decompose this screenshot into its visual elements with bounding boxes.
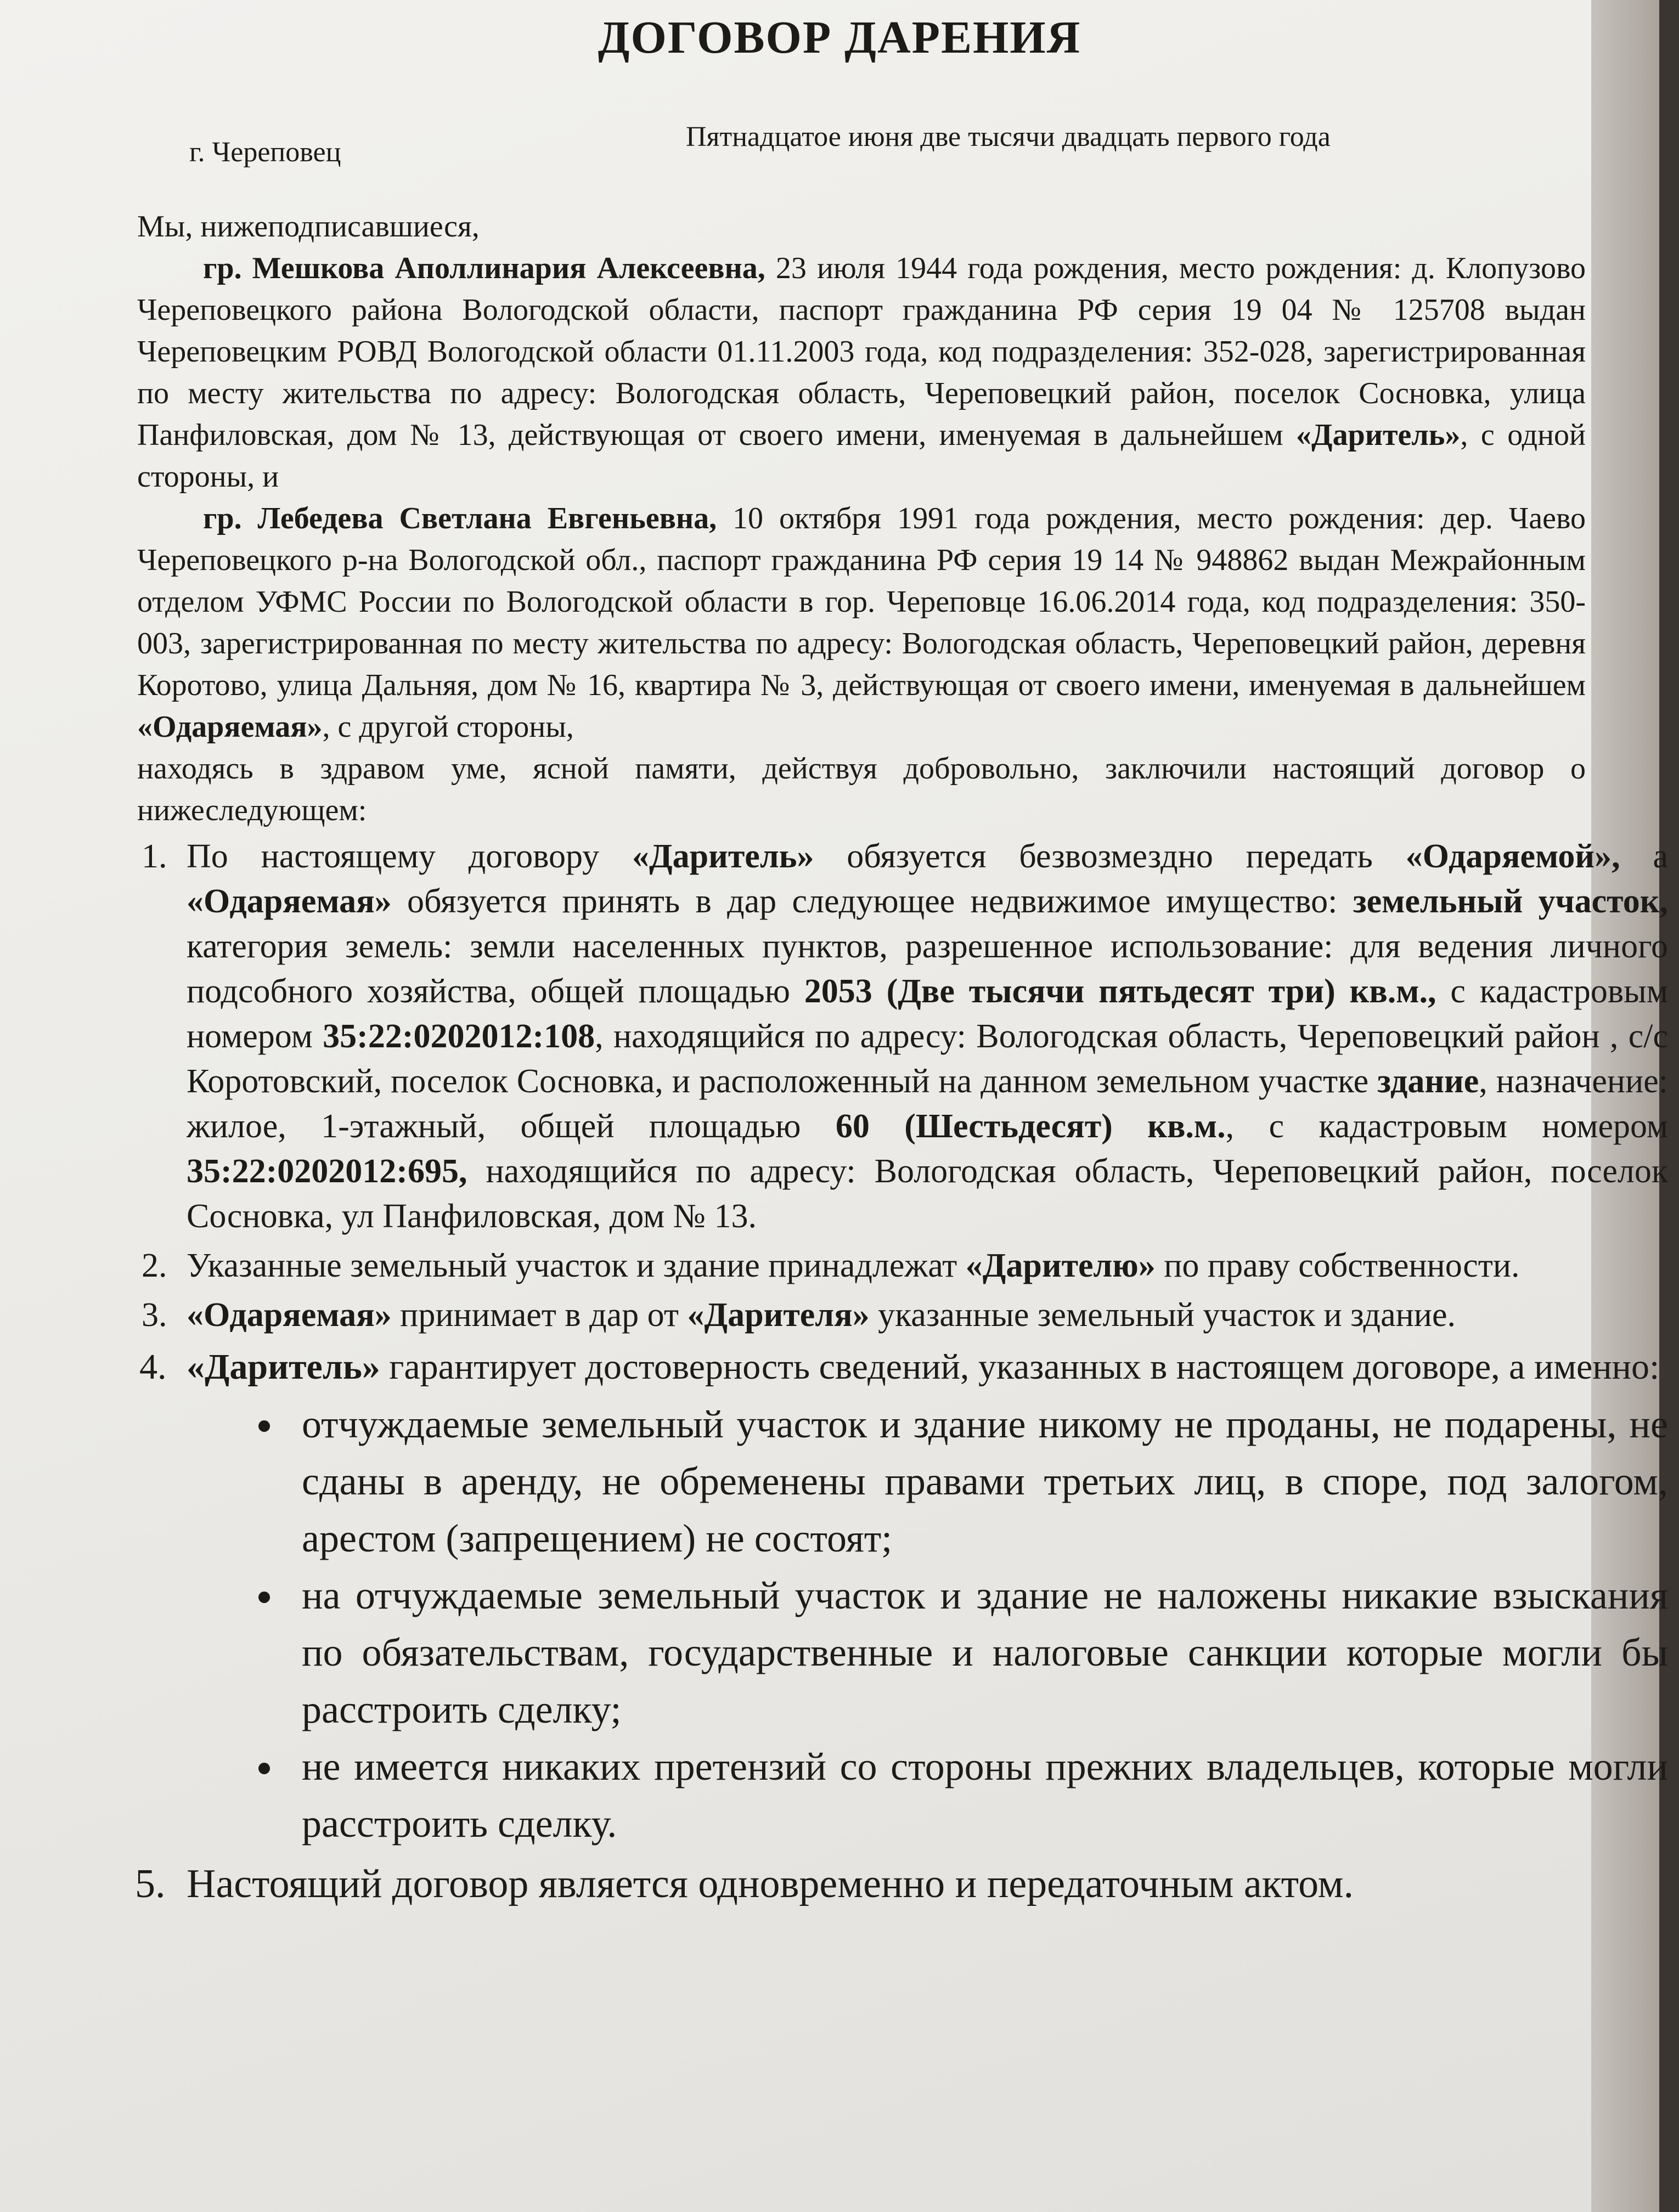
document-title: ДОГОВОР ДАРЕНИЯ (598, 12, 1081, 63)
party2-tail: , с другой стороны, (322, 710, 574, 744)
guarantee-list (187, 1396, 1668, 1852)
clause-1-bold: земельный участок, (1353, 883, 1668, 920)
guarantee-item: • не имеется никаких претензий со стороны прежних владельцев, которые могли расстроить сделку. (285, 1738, 1668, 1852)
clause-4-bold: «Даритель» (187, 1347, 380, 1387)
clause-1-text: а (1620, 838, 1668, 875)
date-line: Пятнадцатое июня две тысячи двадцать первого года (686, 121, 1331, 153)
clause-1-text: обязуется принять в дар следующее недвижимое имущество: (391, 883, 1353, 920)
clause-3-text: принимает в дар от (391, 1296, 688, 1334)
clause-1-bold: 35:22:0202012:108 (323, 1018, 595, 1055)
clause-3-text: указанные земельный участок и здание. (869, 1296, 1456, 1334)
clause-1 (176, 834, 1668, 1239)
clause-1-text: , назначение: жилое, 1-этажный, общей площадью (187, 1063, 1668, 1145)
city-line: г. Череповец (189, 137, 341, 168)
clause-1-text: категория земель: земли населенных пунктов, разрешенное использование: для ведения личного подсобного хозяйства, общей площадью (187, 928, 1668, 1010)
guarantee-item: • на отчуждаемые земельный участок и здание не наложены никакие взыскания по обязательствам, государственные и налоговые санкции которые могли бы расстроить сделку; (285, 1567, 1668, 1738)
clause-1-bold: здание (1377, 1063, 1479, 1100)
contract-clauses (110, 834, 1668, 1916)
preamble-end: находясь в здравом уме, ясной памяти, действуя добровольно, заключили настоящий договор о нижеследующем: (137, 752, 1586, 827)
clause-1-text: , находящийся по адресу: Вологодская область, Череповецкий район , с/с Коротовский, поселок Сосновка, и расположенный на данном земельном участке (187, 1018, 1668, 1100)
clause-2-bold: «Дарителю» (965, 1247, 1156, 1284)
clause-1-bold: 60 (Шестьдесят) кв.м. (835, 1108, 1226, 1145)
clause-1-bold: «Одаряемой», (1405, 838, 1620, 875)
party2-details: 10 октября 1991 года рождения, место рождения: дер. Чаево Череповецкого р-на Вологодской обл., паспорт гражданина РФ серия 19 14 № 948862 выдан Межрайонным отделом УФМС России по Вологодской области в гор. Череповце 16.06.2014 года, код подразделения: 350-003, зарегистрированная по месту жительства по адресу: Вологодская область, Череповецкий район, деревня Коротово, улица Дальняя, дом № 16, квартира № 3, действующая от своего имени, именуемая в дальнейшем (137, 501, 1586, 702)
clause-5: 5. Настоящий договор является одновременно и передаточным актом. (176, 1857, 1668, 1911)
preamble (137, 206, 1586, 831)
party1-role: «Даритель» (1296, 418, 1461, 452)
clause-3 (176, 1293, 1668, 1338)
party1-paragraph (137, 247, 1586, 498)
clause-2-text: Указанные земельный участок и здание принадлежат (187, 1247, 966, 1284)
clause-1-bold: «Одаряемая» (187, 883, 392, 920)
party1-tail: , с одной стороны, и (137, 418, 1586, 494)
party1-name: гр. Мешкова Аполлинария Алексеевна, (203, 251, 765, 285)
clause-4 (176, 1342, 1668, 1852)
party2-name: гр. Лебедева Светлана Евгеньевна, (203, 501, 717, 535)
clause-1-text: находящийся по адресу: Вологодская область, Череповецкий район, поселок Сосновка, ул Панфиловская, дом № 13. (187, 1153, 1668, 1235)
party2-role: «Одаряемая» (137, 710, 323, 744)
clause-1-bold: 2053 (Две тысячи пятьдесят три) кв.м., (804, 973, 1436, 1010)
intro-line: Мы, нижеподписавшиеся, (137, 210, 480, 244)
clause-1-text: По настоящему договору (187, 838, 632, 875)
clause-1-text: с кадастровым номером (187, 973, 1668, 1055)
clause-2 (176, 1243, 1668, 1288)
clause-3-bold: «Дарителя» (687, 1296, 870, 1334)
clause-1-bold: «Даритель» (632, 838, 814, 875)
guarantee-item: • отчуждаемые земельный участок и здание никому не проданы, не подарены, не сданы в аренду, не обременены правами третьих лиц, в споре, под залогом, арестом (запрещением) не состоят; (285, 1396, 1668, 1567)
party2-paragraph (137, 498, 1586, 748)
clause-1-bold: 35:22:0202012:695, (187, 1153, 467, 1190)
clause-1-text: обязуется безвозмездно передать (814, 838, 1406, 875)
clause-3-bold: «Одаряемая» (187, 1296, 392, 1334)
clause-1-text: , с кадастровым номером (1225, 1108, 1669, 1145)
party1-details: 23 июля 1944 года рождения, место рождения: д. Клопузово Череповецкого района Вологодской области, паспорт гражданина РФ серия 19 04 № 125708 выдан Череповецким РОВД Вологодской области 01.11.2003 года, код подразделения: 352-028, зарегистрированная по месту жительства по адресу: Вологодская область, Череповецкий район, поселок Сосновка, улица Панфиловская, дом № 13, действующая от своего имени, именуемая в дальнейшем (137, 251, 1586, 452)
clause-2-text: по праву собственности. (1155, 1247, 1520, 1284)
clause-4-text: гарантирует достоверность сведений, указанных в настоящем договоре, а именно: (380, 1347, 1660, 1387)
